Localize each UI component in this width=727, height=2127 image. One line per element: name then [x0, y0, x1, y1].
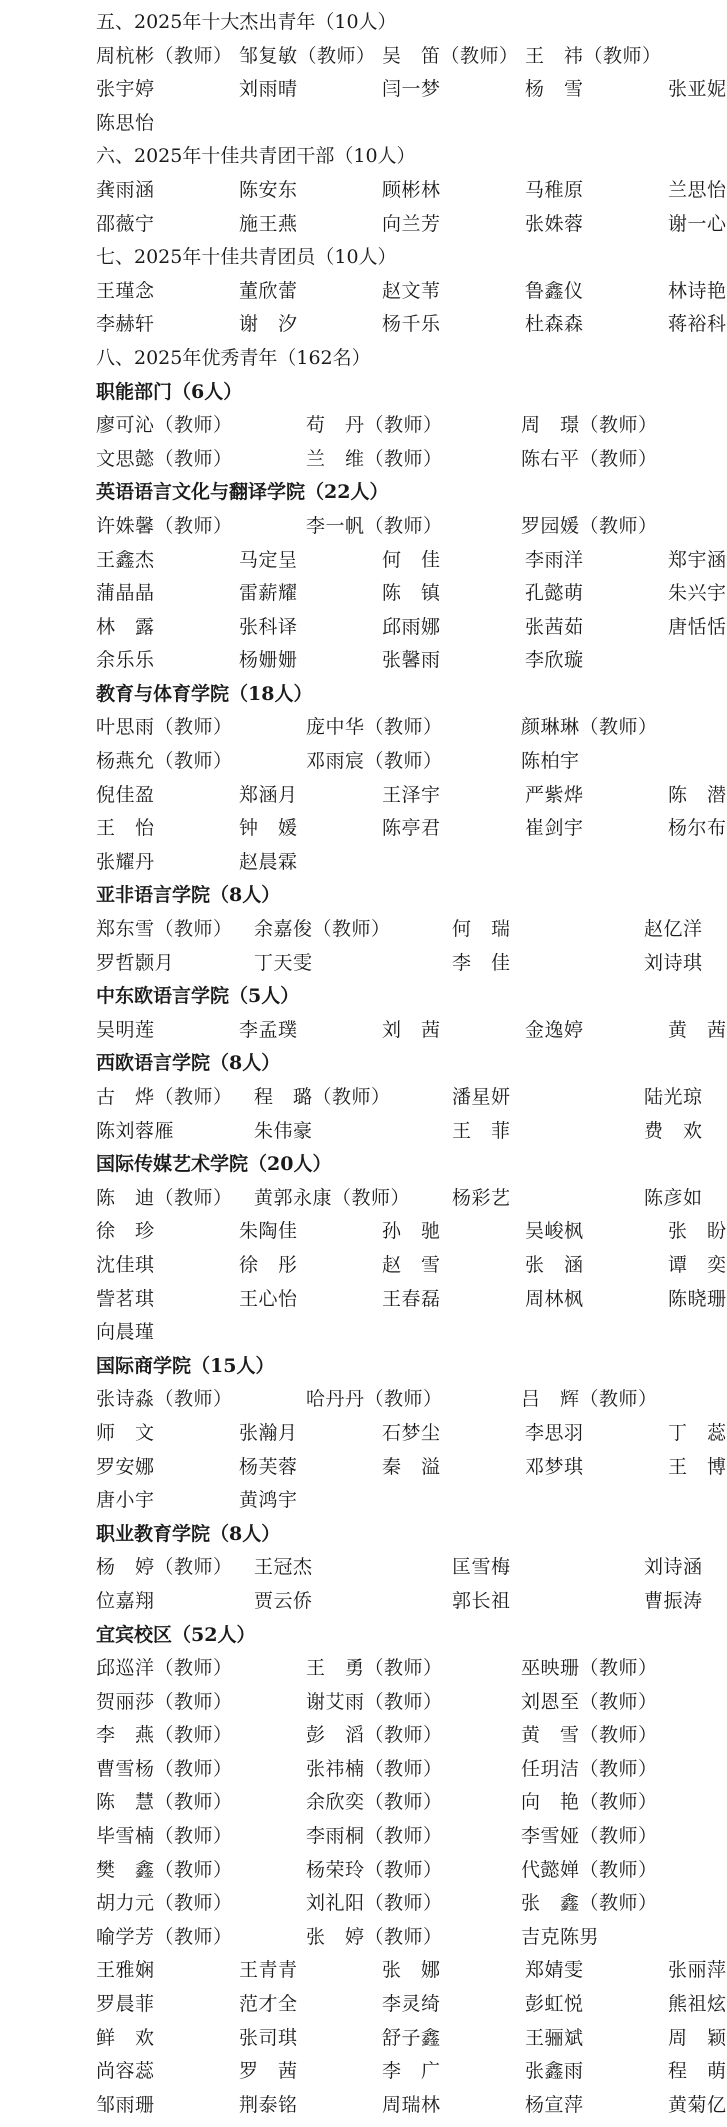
name-row [96, 1954, 727, 1988]
person-name: 尚容蕊 [96, 2060, 155, 2083]
name-row [96, 611, 727, 645]
person-name: 苟 丹（教师） [306, 414, 443, 437]
section-heading: 五、2025年十大杰出青年（10人） [96, 11, 397, 33]
person-name: 李思羽 [525, 1421, 584, 1444]
person-name: 任玥洁（教师） [521, 1757, 658, 1780]
person-name: 赵文苇 [382, 279, 441, 302]
person-name: 郭长祖 [452, 1589, 511, 1612]
person-name: 李灵绮 [382, 1993, 441, 2016]
person-name: 张耀丹 [96, 850, 155, 873]
name-row [96, 208, 727, 242]
person-name: 邵薇宁 [96, 212, 155, 235]
person-name: 张亚妮 [668, 78, 727, 101]
person-name: 余乐乐 [96, 649, 155, 672]
person-name: 费 欢 [644, 1119, 703, 1142]
person-name: 李 佳 [452, 951, 511, 974]
person-name: 蒋裕科 [668, 313, 727, 336]
name-row [96, 2022, 727, 2056]
person-name: 杨彩艺 [452, 1186, 511, 1209]
person-name: 丁天雯 [254, 951, 313, 974]
department-heading: 职能部门（6人） [96, 380, 243, 403]
person-name: 王 菲 [452, 1119, 511, 1142]
person-name: 郑宇涵 [668, 548, 727, 571]
person-name: 施王燕 [239, 212, 298, 235]
person-name: 巫映珊（教师） [521, 1657, 658, 1680]
person-name: 罗安娜 [96, 1455, 155, 1478]
person-name: 程 萌 [668, 2060, 727, 2083]
person-name: 向 艳（教师） [521, 1791, 658, 1814]
person-name: 哈丹丹（教师） [306, 1388, 443, 1411]
person-name: 熊祖炫 [668, 1993, 727, 2016]
name-row [96, 2089, 727, 2123]
person-name: 龚雨涵 [96, 178, 155, 201]
person-name: 蒲晶晶 [96, 582, 155, 605]
name-row [96, 308, 727, 342]
person-name: 彭虹悦 [525, 1993, 584, 2016]
person-name: 张司琪 [239, 2026, 298, 2049]
person-name: 李孟璞 [239, 1018, 298, 1041]
section-heading: 六、2025年十佳共青团干部（10人） [96, 145, 416, 168]
person-name: 李欣璇 [525, 649, 584, 672]
department-heading: 国际传媒艺术学院（20人） [96, 1153, 332, 1176]
person-name: 王心怡 [239, 1287, 298, 1310]
person-name: 文思懿（教师） [96, 447, 233, 470]
person-name: 孙 驰 [382, 1220, 441, 1243]
person-name: 王 祎（教师） [525, 44, 662, 67]
department-heading: 教育与体育学院（18人） [96, 682, 313, 705]
person-name: 何 佳 [382, 548, 441, 571]
person-name: 朱伟豪 [254, 1119, 313, 1142]
person-name: 杨荣玲（教师） [306, 1858, 443, 1881]
person-name: 唐恬恬 [668, 615, 727, 638]
person-name: 孔懿萌 [525, 582, 584, 605]
person-name: 王 怡 [96, 817, 155, 840]
person-name: 曹振涛 [644, 1589, 703, 1612]
person-name: 赵 雪 [382, 1253, 441, 1276]
person-name: 倪佳盈 [96, 783, 155, 806]
person-name: 陈亭君 [382, 817, 441, 840]
name-row [96, 947, 716, 981]
name-row [96, 846, 716, 880]
name-row [96, 1551, 716, 1585]
person-name: 陈思怡 [96, 111, 155, 134]
person-name: 王雅娴 [96, 1959, 155, 1982]
name-row [96, 1115, 716, 1149]
department-heading: 亚非语言学院（8人） [96, 884, 281, 907]
person-name: 贺丽莎（教师） [96, 1690, 233, 1713]
name-row [96, 1921, 716, 1955]
person-name: 黄鸿宇 [239, 1489, 298, 1512]
person-name: 黄 雪（教师） [521, 1724, 658, 1747]
name-row [96, 1484, 716, 1518]
person-name: 杨宣萍 [525, 2093, 584, 2116]
person-name: 颜琳琳（教师） [521, 716, 658, 739]
name-row [96, 577, 727, 611]
person-name: 马稚原 [525, 178, 584, 201]
person-name: 钟 媛 [239, 817, 298, 840]
person-name: 谢一心 [668, 212, 727, 235]
person-name: 谭 奕 [668, 1253, 727, 1276]
person-name: 崔剑宇 [525, 817, 584, 840]
person-name: 李 广 [382, 2060, 441, 2083]
person-name: 杨芙蓉 [239, 1455, 298, 1478]
person-name: 曹雪杨（教师） [96, 1757, 233, 1780]
person-name: 闫一梦 [382, 78, 441, 101]
name-row [96, 1014, 727, 1048]
person-name: 郑东雪（教师） [96, 918, 233, 941]
person-name: 张科译 [239, 615, 298, 638]
person-name: 马定呈 [239, 548, 298, 571]
person-name: 杨 婷（教师） [96, 1556, 233, 1579]
person-name: 周瑞林 [382, 2093, 441, 2116]
name-row [96, 1887, 716, 1921]
name-row [96, 1249, 727, 1283]
department-heading: 中东欧语言学院（5人） [96, 985, 300, 1008]
person-name: 周林枫 [525, 1287, 584, 1310]
person-name: 谢艾雨（教师） [306, 1690, 443, 1713]
person-name: 沈佳琪 [96, 1253, 155, 1276]
department-heading: 国际商学院（15人） [96, 1354, 275, 1377]
person-name: 谢 汐 [239, 313, 298, 336]
person-name: 赵亿洋 [644, 918, 703, 941]
name-row [96, 1753, 716, 1787]
person-name: 郑婧雯 [525, 1959, 584, 1982]
person-name: 张 娜 [382, 1959, 441, 1982]
name-row [96, 73, 727, 107]
person-name: 张 盼 [668, 1220, 727, 1243]
person-name: 顾彬林 [382, 178, 441, 201]
name-row [96, 443, 716, 477]
person-name: 吉克陈男 [521, 1925, 600, 1948]
person-name: 廖可沁（教师） [96, 414, 233, 437]
person-name: 代懿婵（教师） [521, 1858, 658, 1881]
person-name: 李雪娅（教师） [521, 1825, 658, 1848]
person-name: 张祎楠（教师） [306, 1757, 443, 1780]
person-name: 严紫烨 [525, 783, 584, 806]
name-row [96, 1854, 716, 1888]
name-row [96, 1283, 727, 1317]
person-name: 邹雨珊 [96, 2093, 155, 2116]
person-name: 程 璐（教师） [254, 1086, 391, 1108]
name-row [96, 1215, 727, 1249]
name-row [96, 1686, 716, 1720]
person-name: 陆光琼 [644, 1086, 703, 1108]
person-name: 王 勇（教师） [306, 1657, 443, 1680]
name-row [96, 1719, 716, 1753]
person-name: 金逸婷 [525, 1018, 584, 1041]
person-name: 邱巡洋（教师） [96, 1657, 233, 1680]
person-name: 樊 鑫（教师） [96, 1858, 233, 1881]
name-row [96, 1585, 716, 1619]
person-name: 陈柏宇 [521, 750, 580, 773]
person-name: 黄菊亿 [668, 2093, 727, 2116]
name-row [96, 1652, 716, 1686]
person-name: 杨尔布 [668, 817, 727, 840]
person-name: 黄郭永康（教师） [254, 1186, 411, 1209]
person-name: 彭 滔（教师） [306, 1724, 443, 1747]
person-name: 朱陶佳 [239, 1220, 298, 1243]
person-name: 罗园媛（教师） [521, 514, 658, 537]
person-name: 杨 雪 [525, 78, 584, 101]
name-row [96, 1383, 716, 1417]
person-name: 何 瑞 [452, 918, 511, 941]
person-name: 雷薪耀 [239, 582, 298, 605]
person-name: 许姝馨（教师） [96, 514, 233, 537]
person-name: 位嘉翔 [96, 1589, 155, 1612]
person-name: 李雨洋 [525, 548, 584, 571]
person-name: 刘诗涵 [644, 1556, 703, 1579]
person-name: 王瑾念 [96, 279, 155, 302]
name-row [96, 174, 727, 208]
person-name: 李 燕（教师） [96, 1724, 233, 1747]
name-row [96, 812, 727, 846]
person-name: 陈 镇 [382, 582, 441, 605]
person-name: 徐 珍 [96, 1220, 155, 1243]
person-name: 杜森森 [525, 313, 584, 336]
person-name: 范才全 [239, 1993, 298, 2016]
person-name: 古 烨（教师） [96, 1086, 233, 1108]
name-row [96, 913, 716, 947]
person-name: 张宇婷 [96, 78, 155, 101]
name-row [96, 2055, 727, 2089]
department-heading: 英语语言文化与翻译学院（22人） [96, 481, 389, 504]
person-name: 王鑫杰 [96, 548, 155, 571]
person-name: 陈刘蓉雁 [96, 1119, 175, 1142]
person-name: 刘诗琪 [644, 951, 703, 974]
person-name: 丁 蕊 [668, 1421, 727, 1444]
person-name: 陈右平（教师） [521, 447, 658, 470]
person-name: 邹复敏（教师） [239, 44, 376, 67]
name-row [96, 1316, 716, 1350]
name-row [96, 544, 727, 578]
person-name: 杨燕允（教师） [96, 750, 233, 773]
person-name: 张丽萍 [668, 1959, 727, 1982]
person-name: 李雨桐（教师） [306, 1825, 443, 1848]
department-heading: 宜宾校区（52人） [96, 1623, 256, 1646]
department-heading: 职业教育学院（8人） [96, 1522, 281, 1545]
name-row [96, 107, 716, 141]
person-name: 师 文 [96, 1421, 155, 1444]
name-row [96, 779, 727, 813]
person-name: 喻学芳（教师） [96, 1925, 233, 1948]
person-name: 张 鑫（教师） [521, 1892, 658, 1915]
name-row [96, 1786, 716, 1820]
person-name: 吴明莲 [96, 1018, 155, 1041]
name-row [96, 1417, 727, 1451]
name-row [96, 1820, 716, 1854]
person-name: 杨千乐 [382, 313, 441, 336]
person-name: 荆泰铭 [239, 2093, 298, 2116]
person-name: 郑涵月 [239, 783, 298, 806]
person-name: 胡力元（教师） [96, 1892, 233, 1915]
person-name: 李一帆（教师） [306, 514, 443, 537]
name-row [96, 1451, 727, 1485]
person-name: 林诗艳 [668, 279, 727, 302]
person-name: 王骊斌 [525, 2026, 584, 2049]
person-name: 匡雪梅 [452, 1556, 511, 1579]
name-row [96, 644, 716, 678]
person-name: 兰思怡 [668, 178, 727, 201]
person-name: 刘 茜 [382, 1018, 441, 1041]
person-name: 刘礼阳（教师） [306, 1892, 443, 1915]
name-row [96, 40, 716, 74]
person-name: 王泽宇 [382, 783, 441, 806]
person-name: 张 婷（教师） [306, 1925, 443, 1948]
person-name: 贾云侨 [254, 1589, 313, 1612]
person-name: 石梦尘 [382, 1421, 441, 1444]
person-name: 罗哲颢月 [96, 951, 175, 974]
person-name: 张姝蓉 [525, 212, 584, 235]
person-name: 张馨雨 [382, 649, 441, 672]
person-name: 陈彦如 [644, 1186, 703, 1209]
name-row [96, 745, 716, 779]
section-heading: 七、2025年十佳共青团员（10人） [96, 246, 397, 269]
department-heading: 西欧语言学院（8人） [96, 1052, 281, 1075]
person-name: 杨姗姗 [239, 649, 298, 672]
person-name: 舒子鑫 [382, 2026, 441, 2049]
person-name: 徐 彤 [239, 1253, 298, 1276]
person-name: 张 涵 [525, 1253, 584, 1276]
person-name: 秦 溢 [382, 1455, 441, 1478]
name-row [96, 1988, 727, 2022]
person-name: 吴 笛（教师） [382, 44, 519, 67]
person-name: 王春磊 [382, 1287, 441, 1310]
person-name: 赵晨霖 [239, 850, 298, 873]
person-name: 刘雨晴 [239, 78, 298, 101]
name-row [96, 275, 727, 309]
person-name: 周 璟（教师） [521, 414, 658, 437]
person-name: 余欣奕（教师） [306, 1791, 443, 1814]
person-name: 张瀚月 [239, 1421, 298, 1444]
person-name: 余嘉俊（教师） [254, 918, 391, 941]
person-name: 董欣蕾 [239, 279, 298, 302]
person-name: 张鑫雨 [525, 2060, 584, 2083]
person-name: 叶思雨（教师） [96, 716, 233, 739]
person-name: 邓雨宸（教师） [306, 750, 443, 773]
person-name: 向晨瑾 [96, 1321, 155, 1344]
person-name: 张诗淼（教师） [96, 1388, 233, 1411]
person-name: 鲜 欢 [96, 2026, 155, 2049]
person-name: 鲁鑫仪 [525, 279, 584, 302]
person-name: 向兰芳 [382, 212, 441, 235]
person-name: 陈 潜 [668, 783, 727, 806]
person-name: 李赫轩 [96, 313, 155, 336]
person-name: 罗 茜 [239, 2060, 298, 2083]
name-row [96, 1081, 716, 1115]
name-row [96, 510, 716, 544]
person-name: 訾茗琪 [96, 1287, 155, 1310]
person-name: 罗晨菲 [96, 1993, 155, 2016]
person-name: 陈晓珊 [668, 1287, 727, 1310]
person-name: 周 颖 [668, 2026, 727, 2049]
person-name: 陈安东 [239, 178, 298, 201]
name-row [96, 711, 716, 745]
person-name: 王青青 [239, 1959, 298, 1982]
person-name: 潘星妍 [452, 1086, 511, 1108]
person-name: 吴峻枫 [525, 1220, 584, 1243]
person-name: 庞中华（教师） [306, 716, 443, 739]
person-name: 吕 辉（教师） [521, 1388, 658, 1411]
person-name: 朱兴宇 [668, 582, 727, 605]
name-row [96, 409, 716, 443]
person-name: 兰 维（教师） [306, 447, 443, 470]
person-name: 王 博 [668, 1455, 727, 1478]
person-name: 邓梦琪 [525, 1455, 584, 1478]
section-heading: 八、2025年优秀青年（162名） [96, 346, 371, 369]
person-name: 唐小宇 [96, 1489, 155, 1512]
person-name: 邱雨娜 [382, 615, 441, 638]
person-name: 毕雪楠（教师） [96, 1825, 233, 1848]
person-name: 周杭彬（教师） [96, 44, 233, 67]
person-name: 林 露 [96, 615, 155, 638]
person-name: 王冠杰 [254, 1556, 313, 1579]
person-name: 陈 慧（教师） [96, 1791, 233, 1814]
person-name: 张茜茹 [525, 615, 584, 638]
person-name: 黄 茜 [668, 1018, 727, 1041]
name-row [96, 1182, 716, 1216]
person-name: 陈 迪（教师） [96, 1186, 233, 1209]
person-name: 刘恩至（教师） [521, 1690, 658, 1713]
